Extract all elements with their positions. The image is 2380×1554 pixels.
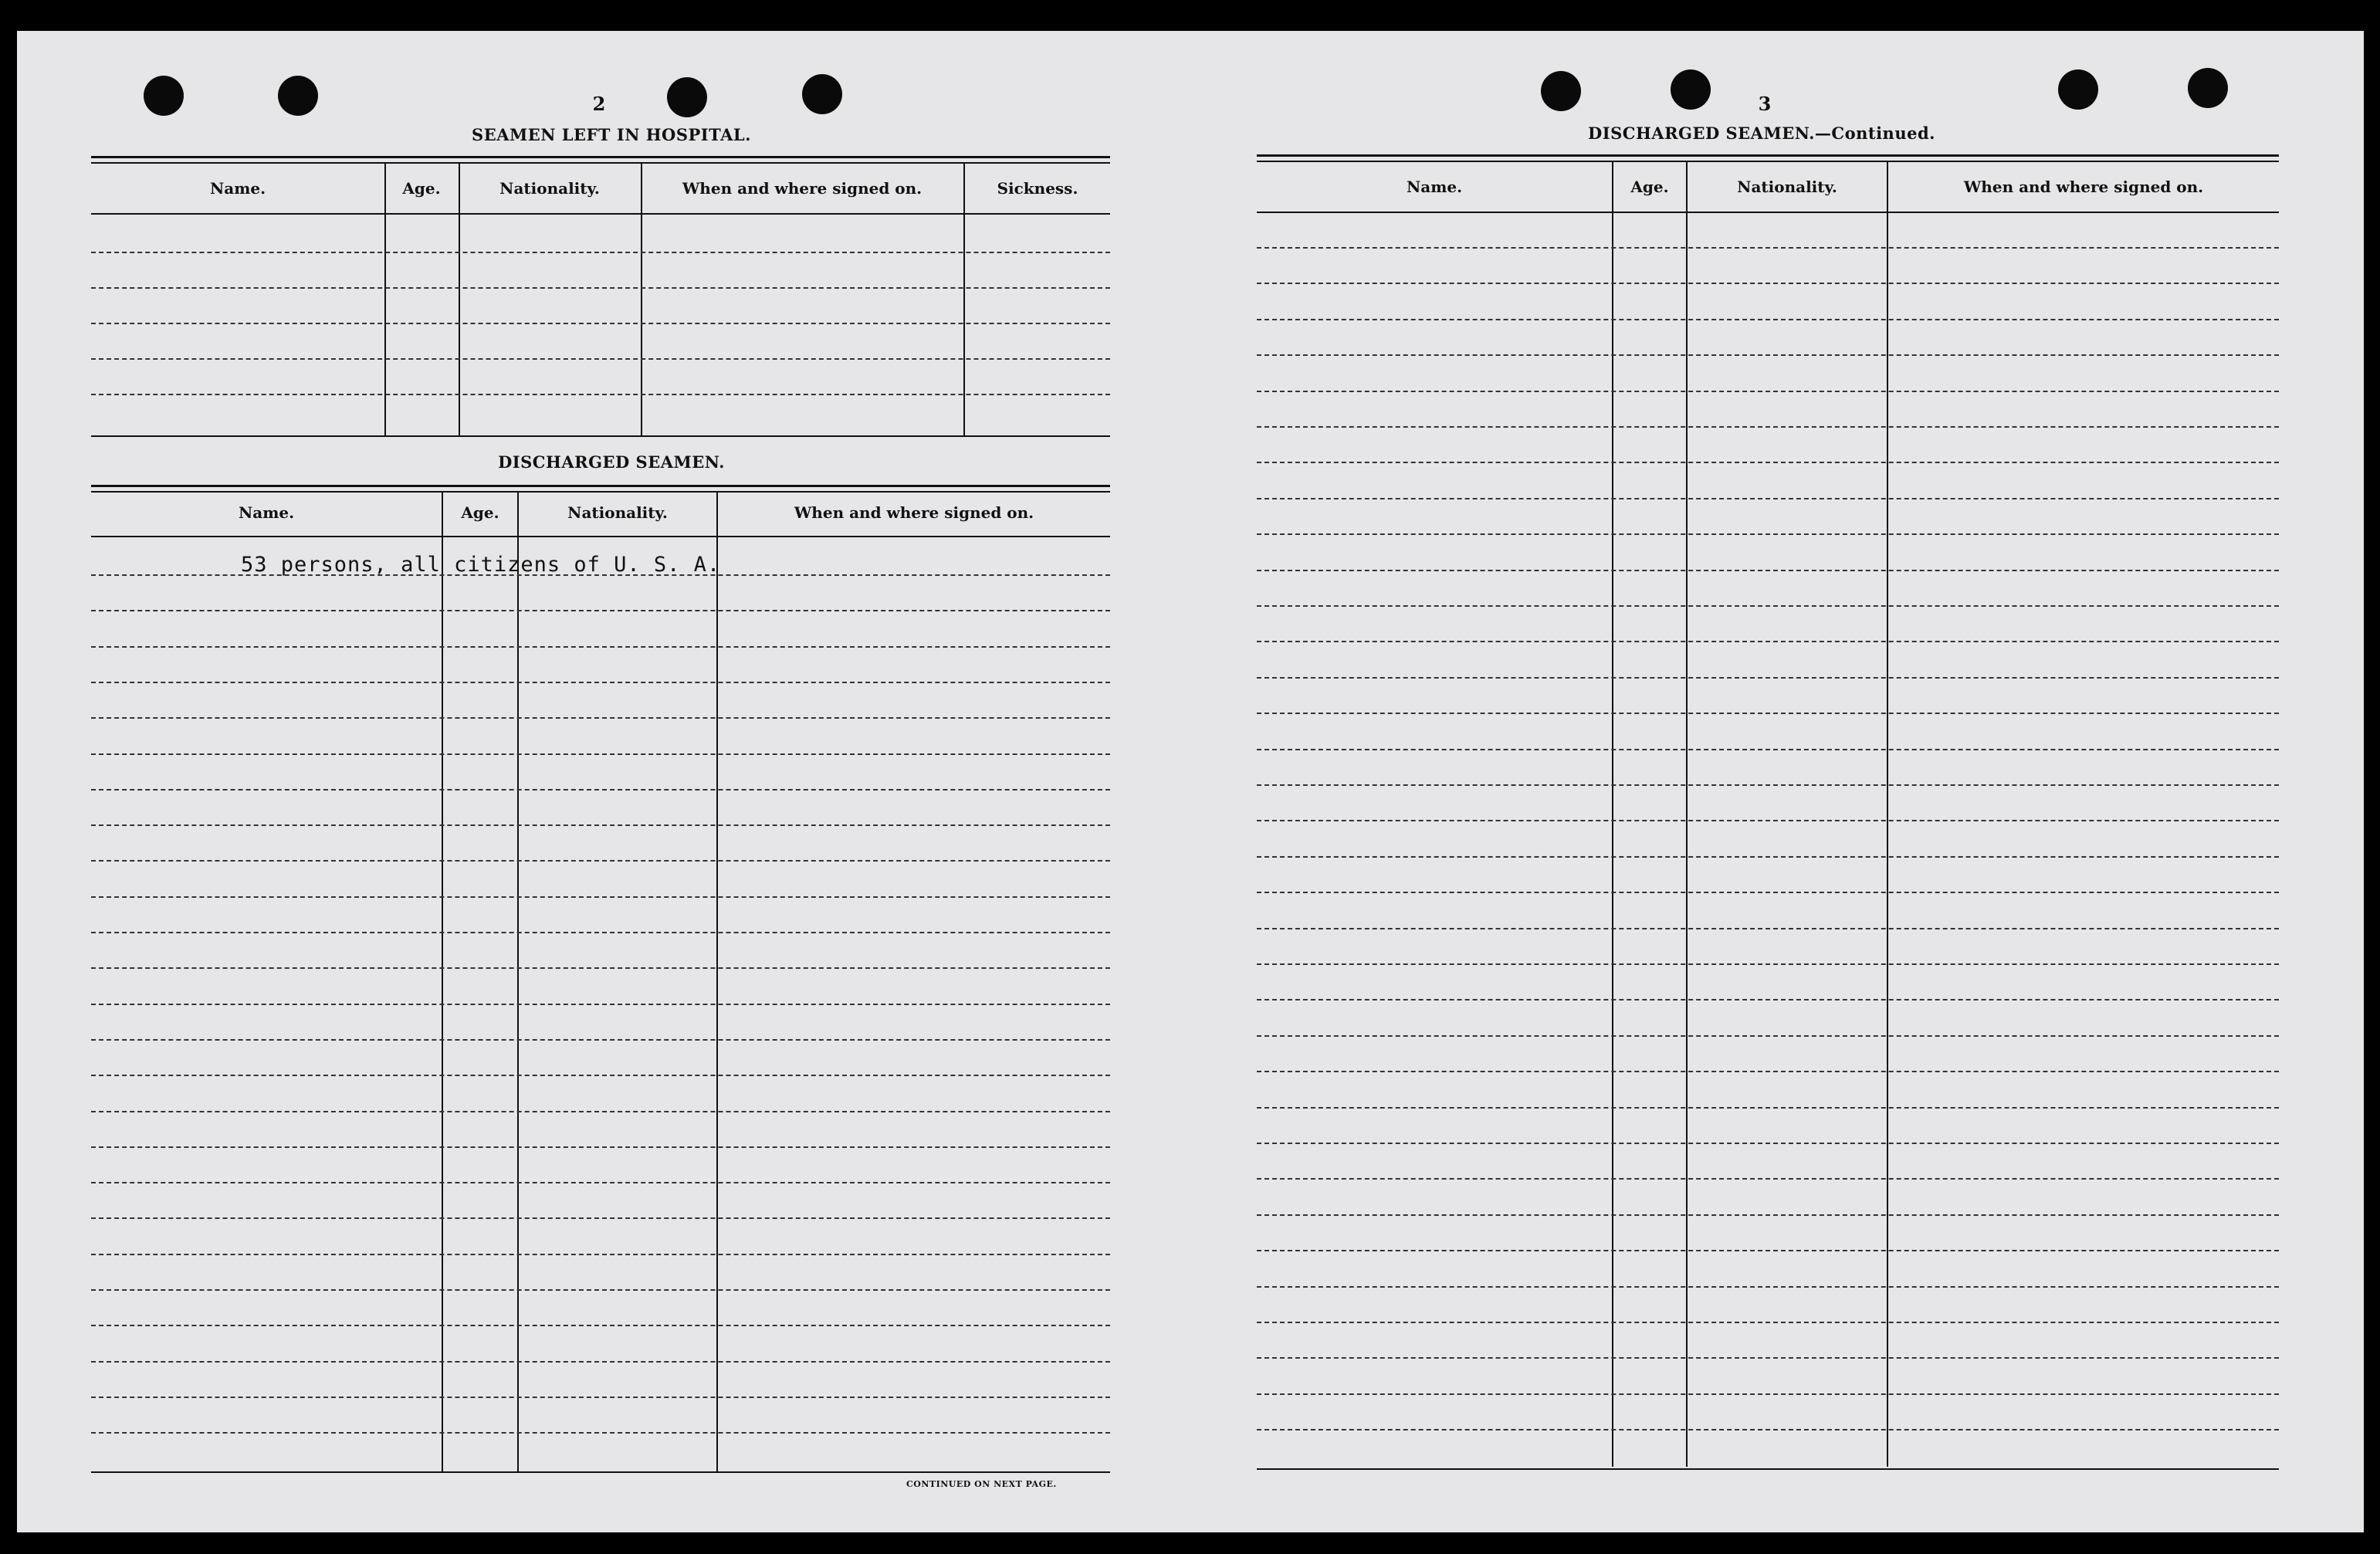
row-line [1257, 641, 2279, 642]
row-line [91, 789, 1110, 791]
hospital-col-age: Age. [402, 179, 441, 198]
hospital-table-top-rule-2 [91, 162, 1110, 164]
hospital-col-sickness: Sickness. [997, 179, 1078, 198]
row-line [1257, 963, 2279, 965]
row-line [1257, 319, 2279, 320]
row-line [1257, 1107, 2279, 1109]
right-col-age: Age. [1630, 178, 1669, 196]
discharged-table-bottom-rule [91, 1471, 1110, 1473]
row-line [1257, 856, 2279, 858]
right-col-divider [1612, 162, 1613, 1467]
hospital-col-signed-on: When and where signed on. [682, 179, 923, 198]
punch-hole-icon [144, 76, 184, 116]
row-line [1257, 283, 2279, 284]
row-line [91, 682, 1110, 683]
right-page-number: 3 [1758, 93, 1772, 115]
punch-hole-icon [2058, 69, 2098, 110]
row-line [1257, 1357, 2279, 1359]
hospital-table-bottom-rule [91, 435, 1110, 437]
discharged-table-top-rule-2 [91, 491, 1110, 493]
row-line [91, 1397, 1110, 1398]
document-scan [17, 31, 2364, 1532]
row-line [91, 1111, 1110, 1112]
row-line [91, 1289, 1110, 1291]
punch-hole-icon [1541, 71, 1581, 111]
row-line [91, 610, 1110, 611]
discharged-col-age: Age. [461, 503, 499, 522]
hospital-col-nationality: Nationality. [499, 179, 600, 198]
row-line [1257, 247, 2279, 249]
row-line [1257, 354, 2279, 356]
row-line [91, 1217, 1110, 1219]
punch-hole-icon [667, 77, 707, 117]
row-line [1257, 784, 2279, 786]
row-line [1257, 498, 2279, 499]
row-line [1257, 1322, 2279, 1323]
row-line [1257, 1178, 2279, 1180]
hospital-header-rule [91, 213, 1110, 215]
right-col-signed-on: When and where signed on. [1963, 178, 2204, 196]
right-table-top-rule [1257, 154, 2279, 157]
row-line [1257, 426, 2279, 428]
hospital-row-line [91, 358, 1110, 360]
hospital-row-line [91, 252, 1110, 253]
punch-hole-icon [278, 76, 318, 116]
discharged-col-nationality: Nationality. [567, 503, 668, 522]
punch-hole-icon [2188, 68, 2228, 108]
discharged-col-name: Name. [238, 503, 295, 522]
row-line [1257, 999, 2279, 1000]
row-line [1257, 928, 2279, 929]
hospital-row-line [91, 394, 1110, 395]
row-line [91, 1039, 1110, 1041]
row-line [1257, 570, 2279, 571]
row-line [1257, 820, 2279, 821]
row-line [91, 1182, 1110, 1183]
discharged-header-rule [91, 536, 1110, 537]
right-col-name: Name. [1406, 178, 1463, 196]
discharged-entry-typed: 53 persons, all citizens of U. S. A. [241, 553, 721, 577]
hospital-row-line [91, 287, 1110, 289]
hospital-table-top-rule [91, 156, 1110, 158]
row-line [91, 1432, 1110, 1434]
row-line [1257, 1214, 2279, 1216]
hospital-section-title: SEAMEN LEFT IN HOSPITAL. [472, 125, 751, 144]
right-section-title: DISCHARGED SEAMEN.—Continued. [1588, 124, 1935, 143]
row-line [1257, 892, 2279, 893]
row-line [91, 646, 1110, 648]
row-line [91, 896, 1110, 898]
row-line [91, 717, 1110, 719]
row-line [91, 1004, 1110, 1005]
punch-hole-icon [1671, 69, 1711, 110]
row-line [1257, 1071, 2279, 1072]
row-line [1257, 533, 2279, 535]
continued-footer: CONTINUED ON NEXT PAGE. [906, 1479, 1057, 1489]
row-line [91, 1361, 1110, 1363]
row-line [1257, 1143, 2279, 1144]
row-line [91, 967, 1110, 969]
hospital-col-name: Name. [209, 179, 266, 198]
row-line [91, 753, 1110, 755]
right-col-divider [1887, 162, 1888, 1467]
discharged-section-title: DISCHARGED SEAMEN. [498, 452, 725, 472]
row-line [1257, 677, 2279, 679]
row-line [1257, 1250, 2279, 1251]
row-line [1257, 1286, 2279, 1288]
discharged-col-signed-on: When and where signed on. [794, 503, 1034, 522]
row-line [1257, 462, 2279, 463]
discharged-table-top-rule [91, 485, 1110, 487]
row-line [91, 860, 1110, 862]
row-line [91, 1146, 1110, 1148]
row-line [1257, 391, 2279, 392]
right-col-nationality: Nationality. [1737, 178, 1837, 196]
row-line [91, 824, 1110, 826]
row-line [91, 1325, 1110, 1326]
row-line [1257, 1429, 2279, 1430]
right-header-rule [1257, 212, 2279, 213]
row-line [1257, 749, 2279, 750]
row-line [91, 1075, 1110, 1076]
right-table-bottom-rule [1257, 1468, 2279, 1470]
left-page-number: 2 [592, 93, 606, 115]
row-line [91, 932, 1110, 933]
row-line [1257, 1035, 2279, 1037]
row-line [1257, 713, 2279, 714]
row-line [1257, 605, 2279, 607]
right-col-divider [1686, 162, 1688, 1467]
row-line [91, 1254, 1110, 1255]
hospital-row-line [91, 323, 1110, 324]
right-table-top-rule-2 [1257, 161, 2279, 162]
punch-hole-icon [802, 74, 842, 114]
row-line [1257, 1393, 2279, 1395]
